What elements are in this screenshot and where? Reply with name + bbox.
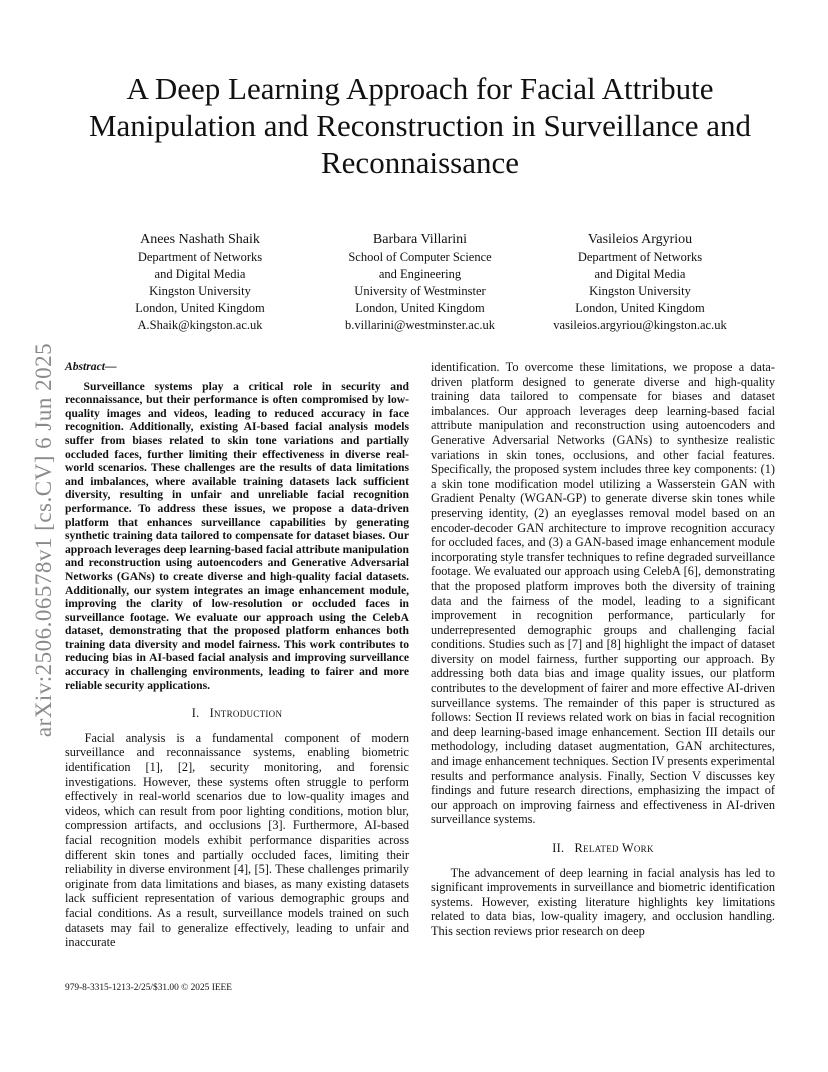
- title-line: Manipulation and Reconstruction in Surveillance and: [88, 108, 752, 143]
- author-2: [310, 230, 530, 334]
- section-number: I.: [191, 706, 200, 721]
- copyright-footer: 979-8-3315-1213-2/25/$31.00 © 2025 IEEE: [65, 983, 232, 993]
- left-column: [65, 360, 409, 950]
- author-1: [90, 230, 310, 334]
- author-location: London, United Kingdom: [135, 301, 265, 315]
- author-email: b.villarini@westminster.ac.uk: [344, 318, 496, 332]
- related-work-paragraph: The advancement of deep learning in facial analysis has led to significant improvements in surveillance and biometric identification systems. However, existing literature highlights key limitations related to data bias, low-quality imagery, and occlusion handling. This section reviews prior research on deep: [431, 865, 775, 938]
- paper-title: [60, 70, 780, 181]
- author-affiliation: Kingston University: [149, 284, 251, 298]
- author-location: London, United Kingdom: [575, 301, 705, 315]
- section-heading-related-work: [431, 841, 775, 856]
- author-affiliation: Department of Networks: [577, 250, 703, 264]
- author-affiliation: Department of Networks: [137, 250, 263, 264]
- title-line: Reconnaissance: [321, 145, 519, 180]
- author-affiliation: and Engineering: [378, 267, 462, 281]
- author-affiliation: and Digital Media: [154, 267, 246, 281]
- author-name: Barbara Villarini: [372, 232, 468, 247]
- section-heading-introduction: [65, 706, 409, 721]
- author-email: vasileios.argyriou@kingston.ac.uk: [553, 318, 727, 332]
- author-name: Anees Nashath Shaik: [140, 232, 260, 247]
- intro-paragraph: Facial analysis is a fundamental component of modern surveillance and reconnaissance systems, enabling biometric identification [1], [2], security monitoring, and forensic investigations. However, these systems often struggle to perform effectively in real-world scenarios due to low-quality images and videos, which can result from poor lighting conditions, motion blur, compression artifacts, and occlusions [3]. Furthermore, AI-based facial recognition models exhibit performance disparities across different skin tones and partially occluded faces, limiting their reliability in diverse environment [4], [5]. These challenges primarily originate from data limitations and biases, as many existing datasets lack sufficient representation of various demographic groups and facial conditions. As a result, surveillance models trained on such datasets may fail to generalize effectively, leading to unfair and inaccurate: [65, 730, 409, 950]
- abstract-label: Abstract—: [65, 360, 117, 373]
- arxiv-sidebar-stamp: [24, 310, 64, 770]
- author-affiliation: School of Computer Science: [348, 250, 492, 264]
- author-3: [530, 230, 750, 334]
- author-affiliation: University of Westminster: [354, 284, 486, 298]
- right-column: [431, 360, 775, 939]
- author-affiliation: Kingston University: [589, 284, 691, 298]
- intro-paragraph-continued: identification. To overcome these limitations, we propose a data-driven platform designed to generate diverse and high-quality training data tailored to compensate for biases and dataset imbalances. Our approach leverages deep learning-based facial attribute manipulation and reconstruction using autoencoders and Generative Adversarial Networks (GANs) to synthesize realistic variations in skin tones, occlusions, and other facial features. Specifically, the proposed system includes three key components: (1) a skin tone modification model utilizing a Wasserstein GAN with Gradient Penalty (WGAN-GP) to generate diverse skin tones while preserving identity, (2) an eyeglasses removal model based on an encoder-decoder GAN architecture to improve recognition accuracy for occluded faces, and (3) a GAN-based image enhancement module incorporating style transfer techniques to refine degraded surveillance footage. We evaluated our approach using CelebA [6], demonstrating that the proposed platform improves both the diversity of training data and the fairness of the model, leading to a significant improvement in recognition performance, particularly for underrepresented demographic groups and challenging facial conditions. Studies such as [7] and [8] highlight the impact of dataset diversity on model fairness, further supporting our approach. By addressing both data bias and image quality issues, our platform contributes to the development of fairer and more effective AI-driven surveillance systems. The remainder of this paper is structured as follows: Section II reviews related work on bias in facial recognition and deep learning-based image enhancement. Section III details our methodology, including dataset augmentation, GAN architectures, and image enhancement techniques. Section IV presents experimental results and performance analysis. Finally, Section V discusses key findings and future research directions, emphasizing the impact of our approach on improving fairness and effectiveness in AI-driven surveillance systems.: [431, 360, 775, 827]
- author-name: Vasileios Argyriou: [587, 232, 693, 247]
- section-title: Introduction: [209, 706, 283, 721]
- section-title: Related Work: [574, 841, 654, 855]
- section-number: II.: [552, 841, 565, 855]
- author-email: A.Shaik@kingston.ac.uk: [137, 318, 263, 332]
- arxiv-identifier: arXiv:2506.06578v1 [cs.CV] 6 Jun 2025: [31, 342, 57, 738]
- author-location: London, United Kingdom: [355, 301, 485, 315]
- abstract-text: Surveillance systems play a critical role in security and reconnaissance, but their performance is often compromised by low-quality images and videos, leading to reduced accuracy in face recognition. Additionally, existing AI-based facial analysis models suffer from biases related to skin tone variations and partially occluded faces, further limiting their effectiveness in diverse real-world scenarios. These challenges are the results of data limitations and imbalances, where available training datasets lack sufficient diversity, resulting in unfair and unreliable facial recognition performance. To address these issues, we propose a data-driven platform that enhances surveillance capabilities by generating synthetic training data tailored to compensate for dataset biases. Our approach leverages deep learning-based facial attribute manipulation and reconstruction using autoencoders and Generative Adversarial Networks (GANs) to create diverse and high-quality facial datasets. Additionally, our system integrates an image enhancement module, improving the clarity of low-resolution or occluded faces in surveillance footage. We evaluate our approach using the CelebA dataset, demonstrating that the proposed platform enhances both training data diversity and model fairness. This work contributes to reducing bias in AI-based facial analysis and improving surveillance accuracy in challenging environments, leading to fairer and more reliable security applications.: [65, 379, 409, 692]
- author-affiliation: and Digital Media: [594, 267, 686, 281]
- title-line: A Deep Learning Approach for Facial Attribute: [126, 71, 714, 106]
